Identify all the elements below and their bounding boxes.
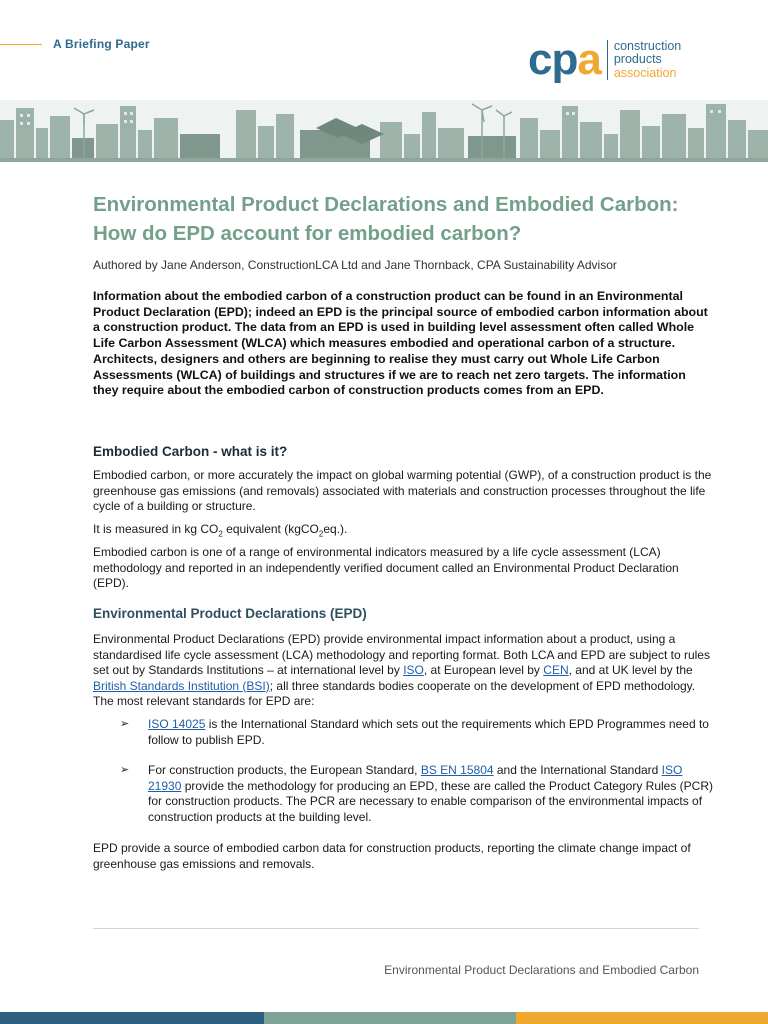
arrow-bullet-icon: ➢ — [120, 718, 130, 730]
intro-paragraph: Information about the embodied carbon of a construction product can be found in an Environmental Product Declaration (EPD); indeed an EPD is the principal source of embodied carbon information about a construction product. The data from an EPD is used in building level assessment often called Whole Life Carbon Assessment (WLCA) which measures embodied and operational carbon of a structure. Architects, designers and others are beginning to realise they must carry out Whole Life Carbon Assessments (WLCA) of buildings and structures if we are to reach net zero targets. The information they require about the embodied carbon of construction products comes from an EPD. — [93, 289, 708, 398]
arrow-bullet-icon: ➢ — [120, 764, 130, 776]
list-item: ➢ ISO 14025 is the International Standard which sets out the requirements which EPD Programmes need to follow to publish EPD. — [120, 717, 709, 747]
footer-title: Environmental Product Declarations and Embodied Carbon — [384, 963, 699, 977]
cpa-logo — [528, 35, 682, 84]
heading-epd: Environmental Product Declarations (EPD) — [93, 606, 367, 621]
iso-link[interactable]: ISO — [403, 663, 424, 678]
measurement-unit-paragraph: It is measured in kg $CO_2$ equivalent (kgCO$_2$eq.). — [93, 522, 348, 539]
heading-embodied-carbon: Embodied Carbon - what is it? — [93, 444, 288, 459]
briefing-label: A Briefing Paper — [53, 37, 150, 51]
header-accent-rule — [0, 44, 42, 45]
bsi-link[interactable]: British Standards Institution (BSI) — [93, 678, 270, 693]
epd-paragraph: Environmental Product Declarations (EPD) provide environmental impact information about a product, using a standardised life cycle assessment (LCA) methodology and reporting format. Both LCA and EPD are subject to rules set out by Standards Institutions – at international level by ISO, at European level by CEN, and at UK level by the British Standards Institution (BSI); all three standards bodies cooperate on the development of EPD methodology. The most relevant standards for EPD are: — [93, 632, 710, 709]
page-title: Environmental Product Declarations and Embodied Carbon: How do EPD account for embodied carbon? — [93, 193, 679, 245]
authors-line: Authored by Jane Anderson, ConstructionLCA Ltd and Jane Thornback, CPA Sustainability Advisor — [93, 258, 617, 272]
cen-link[interactable]: CEN — [543, 663, 569, 678]
iso-21930-link[interactable]: ISO 21930 — [148, 763, 683, 793]
bottom-color-bar — [0, 1012, 768, 1024]
footer-divider — [93, 928, 699, 929]
embodied-carbon-definition: Embodied carbon, or more accurately the impact on global warming potential (GWP), of a construction product is the greenhouse gas emissions (and removals) associated with materials and construction processes throughout the life cycle of a building or structure. — [93, 468, 712, 514]
lca-paragraph: Embodied carbon is one of a range of environmental indicators measured by a life cycle assessment (LCA) methodology and reported in an independently verified document called an Environmental Product Declaration (EPD). — [93, 545, 679, 591]
iso-14025-link[interactable]: ISO 14025 — [148, 717, 206, 731]
list-item: ➢ For construction products, the European Standard, BS EN 15804 and the International Standard ISO 21930 provide the methodology for producing an EPD, these are called the Product Category Rules (PCR) for construction products. The PCR are necessary to enable comparison of the environmental impacts of construction products at the building level. — [120, 763, 713, 824]
closing-paragraph: EPD provide a source of embodied carbon data for construction products, reporting the climate change impact of greenhouse gas emissions and removals. — [93, 841, 691, 871]
city-skyline-banner — [0, 100, 768, 162]
cpa-logo-wordmark: construction products association — [613, 38, 682, 80]
logo-divider — [607, 40, 608, 80]
cpa-logo-mark: cpa — [528, 35, 601, 84]
bs-en-15804-link[interactable]: BS EN 15804 — [420, 763, 494, 777]
